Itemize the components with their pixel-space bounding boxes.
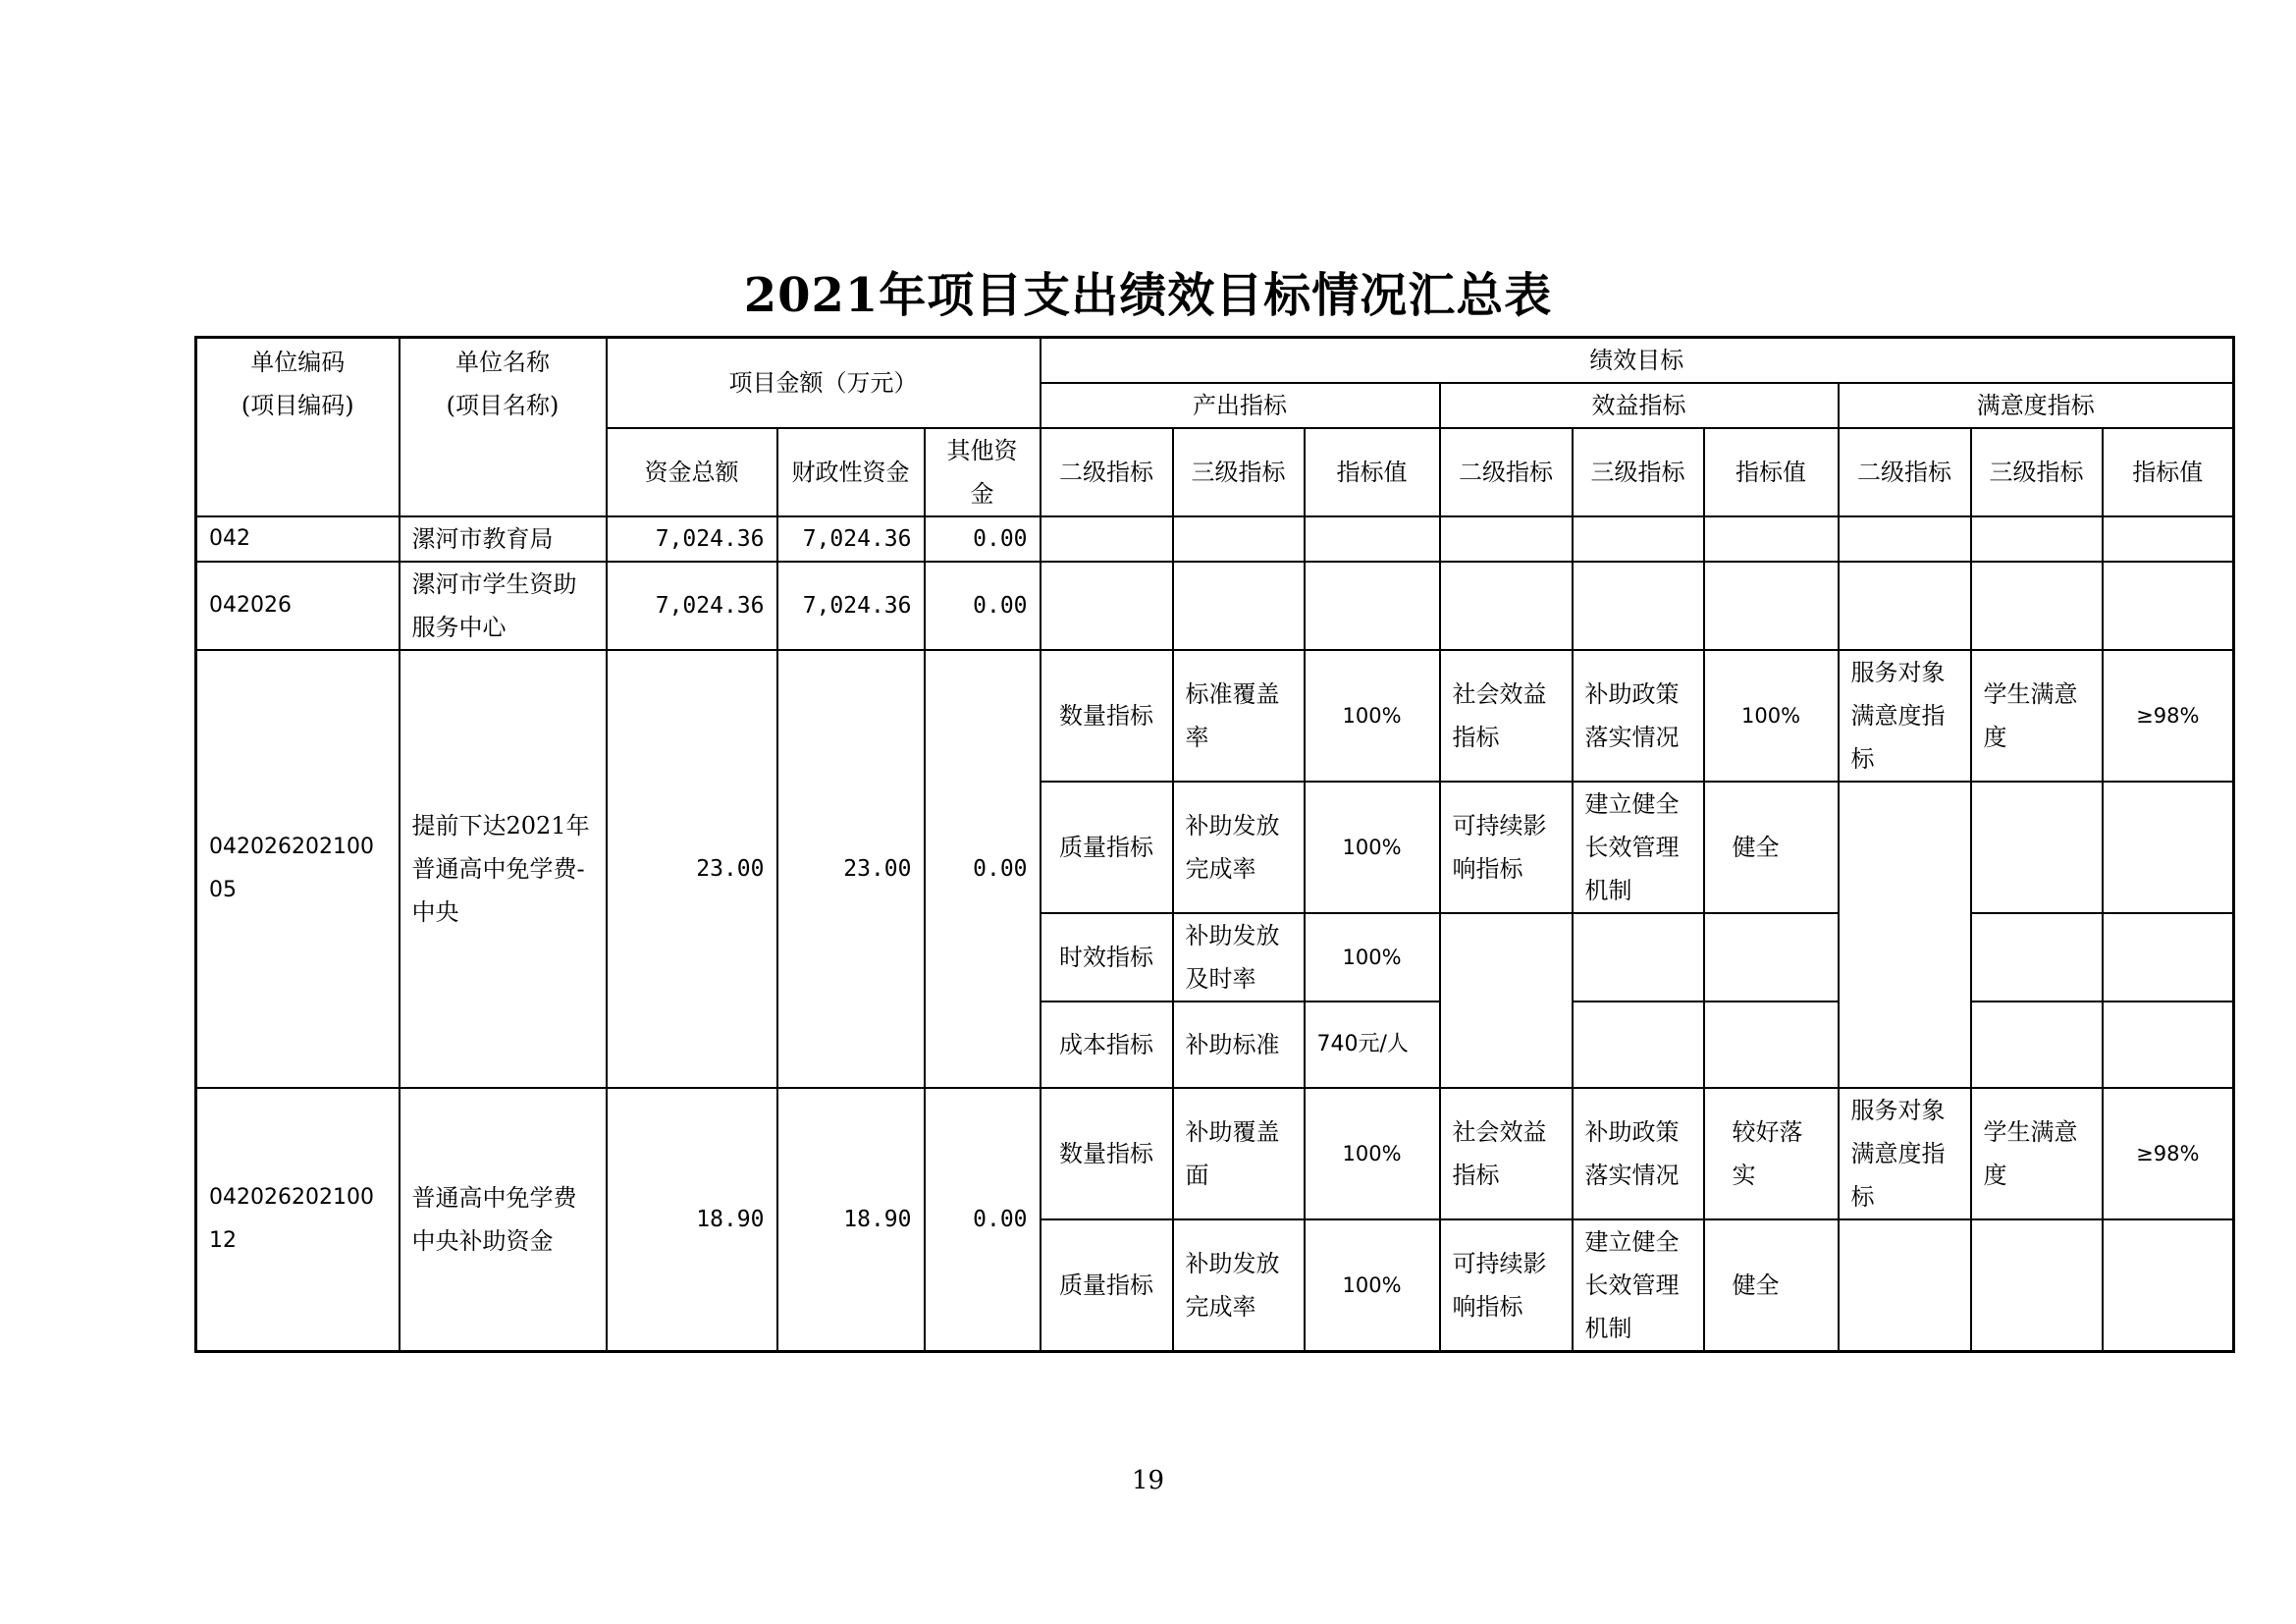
output-l3: 补助标准	[1173, 1001, 1305, 1088]
sat-l3: 学生满意度	[1971, 1088, 2103, 1219]
sat-value: ≥98%	[2103, 1088, 2234, 1219]
fiscal-amount: 7,024.36	[777, 516, 925, 562]
benefit-l3: 建立健全长效管理机制	[1573, 782, 1704, 913]
page-title: 2021年项目支出绩效目标情况汇总表	[743, 268, 1553, 323]
header-unit-name: 单位名称 (项目名称)	[400, 338, 607, 517]
header-output-value: 指标值	[1305, 428, 1440, 516]
performance-table	[194, 336, 2235, 1353]
sat-l2: 服务对象满意度指标	[1839, 1088, 1971, 1219]
header-sat-l2: 二级指标	[1839, 428, 1971, 516]
output-l3: 标准覆盖率	[1173, 650, 1305, 782]
benefit-l3: 补助政策落实情况	[1573, 650, 1704, 782]
unit-code: 042026	[196, 562, 400, 650]
header-output-l2: 二级指标	[1041, 428, 1173, 516]
unit-code: 042	[196, 516, 400, 562]
output-l3: 补助覆盖面	[1173, 1088, 1305, 1219]
benefit-l2: 社会效益指标	[1440, 1088, 1573, 1219]
header-fiscal: 财政性资金	[777, 428, 925, 516]
benefit-value: 100%	[1704, 650, 1839, 782]
total-amount: 23.00	[607, 650, 777, 1088]
table-row	[196, 562, 2234, 650]
output-l3: 补助发放完成率	[1173, 1219, 1305, 1352]
table-row	[196, 650, 2234, 782]
unit-name: 漯河市学生资助服务中心	[400, 562, 607, 650]
sat-l2: 服务对象满意度指标	[1839, 650, 1971, 782]
header-output: 产出指标	[1041, 383, 1440, 428]
fiscal-amount: 18.90	[777, 1088, 925, 1352]
project-name: 普通高中免学费中央补助资金	[400, 1088, 607, 1352]
header-sat-value: 指标值	[2103, 428, 2234, 516]
benefit-value: 较好落实	[1704, 1088, 1839, 1219]
header-other: 其他资金	[925, 428, 1041, 516]
output-l2: 数量指标	[1041, 1088, 1173, 1219]
fiscal-amount: 23.00	[777, 650, 925, 1088]
output-l2: 质量指标	[1041, 782, 1173, 913]
output-value: 100%	[1305, 913, 1440, 1001]
header-total: 资金总额	[607, 428, 777, 516]
output-l2: 时效指标	[1041, 913, 1173, 1001]
project-code: 04202620210005	[196, 650, 400, 1088]
project-name: 提前下达2021年普通高中免学费-中央	[400, 650, 607, 1088]
output-l3: 补助发放完成率	[1173, 782, 1305, 913]
output-l2: 数量指标	[1041, 650, 1173, 782]
table-row	[196, 516, 2234, 562]
output-l2: 质量指标	[1041, 1219, 1173, 1352]
project-code: 04202620210012	[196, 1088, 400, 1352]
other-amount: 0.00	[925, 516, 1041, 562]
header-benefit-value: 指标值	[1704, 428, 1839, 516]
output-l2: 成本指标	[1041, 1001, 1173, 1088]
benefit-l2: 可持续影响指标	[1440, 782, 1573, 913]
header-satisfaction: 满意度指标	[1839, 383, 2234, 428]
header-output-l3: 三级指标	[1173, 428, 1305, 516]
other-amount: 0.00	[925, 650, 1041, 1088]
header-unit-code: 单位编码 (项目编码)	[196, 338, 400, 517]
header-amount: 项目金额（万元）	[607, 338, 1041, 429]
benefit-l2: 可持续影响指标	[1440, 1219, 1573, 1352]
total-amount: 7,024.36	[607, 562, 777, 650]
benefit-value: 健全	[1704, 782, 1839, 913]
header-sat-l3: 三级指标	[1971, 428, 2103, 516]
total-amount: 18.90	[607, 1088, 777, 1352]
other-amount: 0.00	[925, 1088, 1041, 1352]
sat-value: ≥98%	[2103, 650, 2234, 782]
header-performance: 绩效目标	[1041, 338, 2234, 384]
benefit-l2: 社会效益指标	[1440, 650, 1573, 782]
output-value: 100%	[1305, 782, 1440, 913]
output-l3: 补助发放及时率	[1173, 913, 1305, 1001]
benefit-l3: 补助政策落实情况	[1573, 1088, 1704, 1219]
output-value: 100%	[1305, 1088, 1440, 1219]
header-benefit: 效益指标	[1440, 383, 1839, 428]
output-value: 100%	[1305, 1219, 1440, 1352]
benefit-value: 健全	[1704, 1219, 1839, 1352]
page-number: 19	[1131, 1466, 1165, 1495]
benefit-l3: 建立健全长效管理机制	[1573, 1219, 1704, 1352]
other-amount: 0.00	[925, 562, 1041, 650]
header-benefit-l2: 二级指标	[1440, 428, 1573, 516]
output-value: 100%	[1305, 650, 1440, 782]
sat-l3: 学生满意度	[1971, 650, 2103, 782]
header-benefit-l3: 三级指标	[1573, 428, 1704, 516]
table-row	[196, 1088, 2234, 1219]
total-amount: 7,024.36	[607, 516, 777, 562]
output-value: 740元/人	[1305, 1001, 1440, 1088]
fiscal-amount: 7,024.36	[777, 562, 925, 650]
unit-name: 漯河市教育局	[400, 516, 607, 562]
